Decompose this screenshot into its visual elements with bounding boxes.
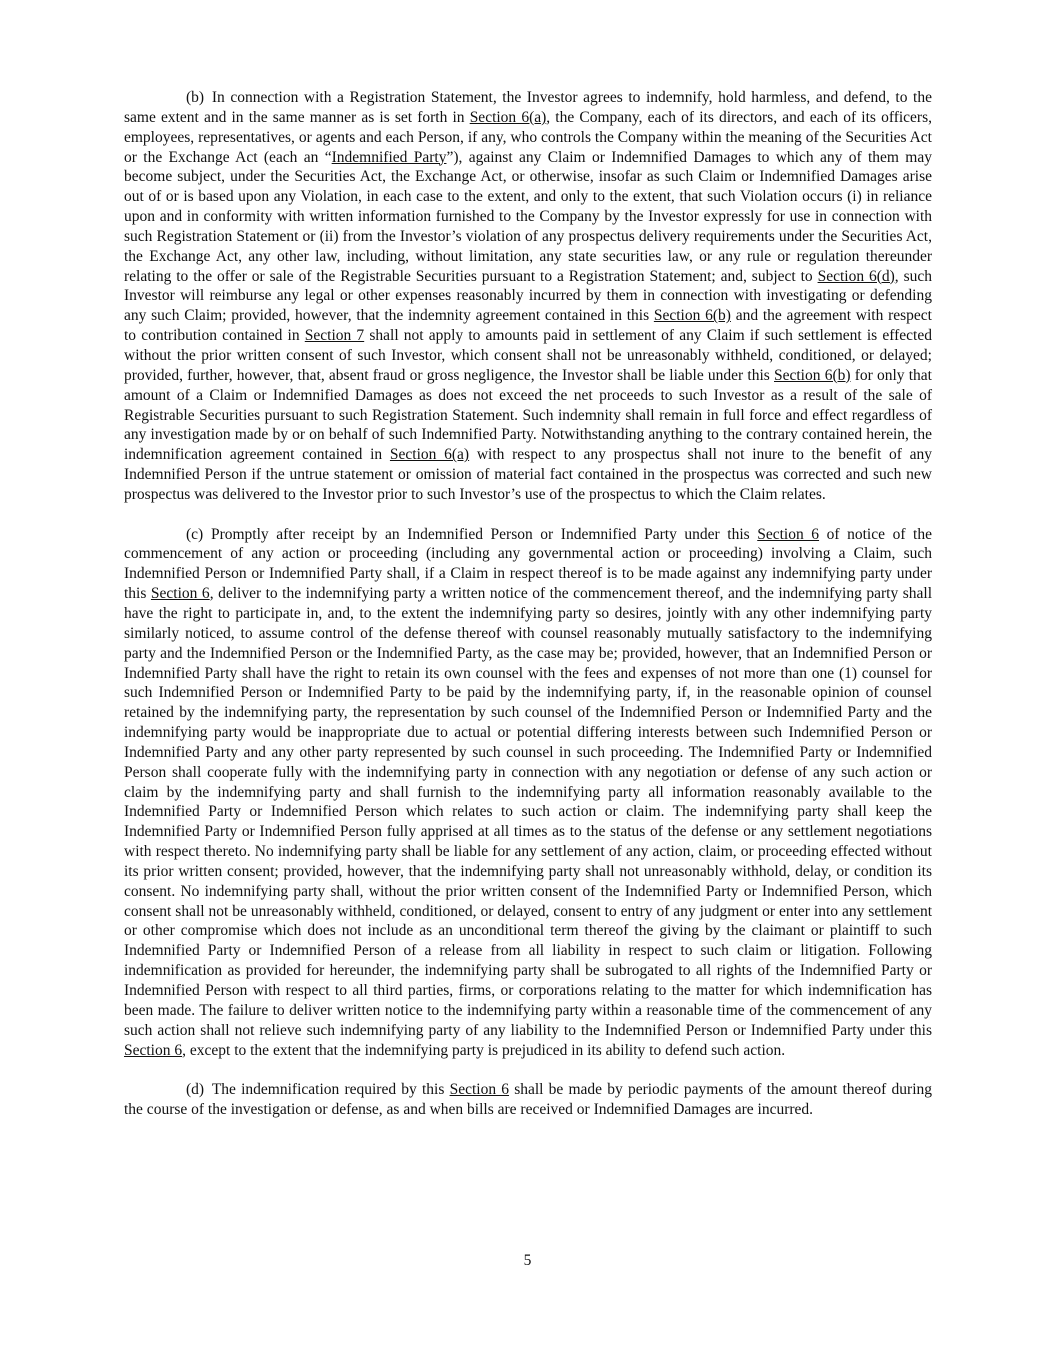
paragraph-text: , deliver to the indemnifying party a written notice of the commencement thereof, and the indemnifying party shall have the right to participate in, and, to the extent the indemnifying party so desires, jointly with any other indemnifying party similarly noticed, to assume control of the defense thereof with counsel reasonably mutually satisfactory to the indemnifying party and the Indemnified Person or the Indemnified Party, as the case may be; provided, however, that an Indemnified Person or Indemnified Party shall have the right to retain its own counsel with the fees and expenses of not more than one (1) counsel for such Indemnified Person or Indemnified Party to be paid by the indemnifying party, if, in the reasonable opinion of counsel retained by the indemnifying party, the representation by such counsel of the Indemnified Person or Indemnified Party and the indemnifying party would be inappropriate due to actual or potential differing interests between such Indemnified Person or Indemnified Party and any other party represented by such counsel in such proceeding. The Indemnified Party or Indemnified Person shall cooperate fully with the indemnifying party in connection with any negotiation or defense of any such action or claim by the indemnifying party and shall furnish to the indemnifying party all information reasonably available to the Indemnified Party or Indemnified Person which relates to such action or claim. The indemnifying party shall keep the Indemnified Party or Indemnified Person fully apprised at all times as to the status of the defense or any settlement negotiations with respect thereto. No indemnifying party shall be liable for any settlement of any action, claim, or proceeding effected without its prior written consent; provided, however, that the indemnifying party shall not unreasonably withhold, delay, or condition its consent. No indemnifying party shall, without the prior written consent of the Indemnified Party or Indemnified Person, which consent shall not be unreasonably withheld, conditioned, or delayed, consent to entry of any judgment or enter into any settlement or other compromise which does not include as an unconditional term thereof the giving by the claimant or plaintiff to such Indemnified Party or Indemnified Person of a release from all liability in respect to such claim or litigation. Following indemnification as provided for hereunder, the indemnifying party shall be subrogated to all rights of the Indemnified Party or Indemnified Person with respect to all third parties, firms, or corporations relating to the matter for which indemnification has been made. The failure to deliver written notice to the indemnifying party within a reasonable time of the commencement of any such action shall not relieve such indemnifying party of any liability to the Indemnified Person or Indemnified Party under this (124, 585, 932, 1039)
paragraph-d (124, 1080, 932, 1120)
section-reference: Section 6 (150, 585, 210, 603)
paragraph-text: shall not apply to amounts paid in settlement of any Claim if such settlement is effected without the prior written consent of such Investor, which consent shall not be unreasonably withheld, conditioned, or delayed; provided, further, however, that, absent fraud or gross negligence, the Investor shall be liable under this (124, 327, 932, 384)
paragraph-text: shall be made by periodic payments of the amount thereof during the course of the investigation or defense, as and when bills are received or Indemnified Damages are incurred. (124, 1081, 933, 1119)
section-reference: Section 6 (449, 1081, 510, 1099)
paragraph-text: , except to the extent that the indemnifying party is prejudiced in its ability to defend such action. (182, 1041, 786, 1059)
section-reference: Section 7 (304, 327, 365, 345)
paragraph-text: and the agreement with respect to contribution contained in (124, 307, 932, 345)
section-reference: Section 6(a) (389, 446, 470, 464)
section-reference: Section 6 (757, 525, 820, 543)
page-number: 5 (523, 1252, 532, 1269)
paragraph-text: with respect to any prospectus shall not inure to the benefit of any Indemnified Person if the untrue statement or omission of material fact contained in the prospectus was corrected and such new prospectus was delivered to the Investor prior to such Investor’s use of the prospectus to which the Claim relates. (124, 446, 933, 503)
paragraph-text: for only that amount of a Claim or Indemnified Damages as does not exceed the net proceeds to such Investor as a result of the sale of Registrable Securities pursuant to such Registration Statement. Such indemnity shall remain in full force and effect regardless of any investigation made by or on behalf of such Indemnified Party. Notwithstanding anything to the contrary contained herein, the indemnification agreement contained in (124, 366, 932, 464)
paragraph-text: (b) In connection with a Registration Statement, the Investor agrees to indemnify, hold harmless, and defend, to the same extent and in the same manner as is set forth in (124, 89, 932, 126)
section-reference: Section 6(d) (817, 267, 895, 285)
paragraph-text: , such Investor will reimburse any legal or other expenses reasonably incurred by them in connection with investigating or defending any such Claim; provided, however, that the indemnity agreement contained in this (124, 267, 932, 325)
section-reference: Section 6(a) (469, 108, 547, 126)
section-reference: Section 6 (124, 1041, 183, 1059)
paragraph-text: (d) The indemnification required by this (186, 1081, 450, 1099)
paragraph-text: , the Company, each of its directors, and each of its officers, employees, representatives, or agents and each Person, if any, who controls the Company within the meaning of the Securities Act or the Exchange Act (each an “ (124, 108, 933, 166)
paragraph-text: (c) Promptly after receipt by an Indemnified Person or Indemnified Party under this (186, 525, 758, 543)
section-reference: Indemnified Party (331, 148, 447, 166)
section-reference: Section 6(b) (774, 366, 851, 384)
paragraph-text: ”), against any Claim or Indemnified Damages to which any of them may become subject, under the Securities Act, the Exchange Act, or otherwise, insofar as such Claim or Indemnified Damages arise out of or is based upon any Violation, in each case to the extent, and only to the extent, that such Violation occurs (i) in reliance upon and in conformity with written information furnished to the Company by the Investor expressly for use in connection with such Registration Statement or (ii) from the Investor’s violation of any prospectus delivery requirements under the Securities Act, the Exchange Act, any other law, including, without limitation, any state securities law, or any rule or regulation thereunder relating to the offer or sale of the Registrable Securities pursuant to a Registration Statement; and, subject to (124, 148, 932, 285)
paragraph-text: of notice of the commencement of any action or proceeding (including any governmental action or proceeding) involving a Claim, such Indemnified Person or Indemnified Party shall, if a Claim in respect thereof is to be made against any indemnifying party under this (124, 525, 932, 603)
paragraph-c (124, 525, 932, 1061)
paragraph-b (124, 88, 932, 505)
document-body (124, 88, 932, 1120)
section-reference: Section 6(b) (653, 307, 731, 325)
